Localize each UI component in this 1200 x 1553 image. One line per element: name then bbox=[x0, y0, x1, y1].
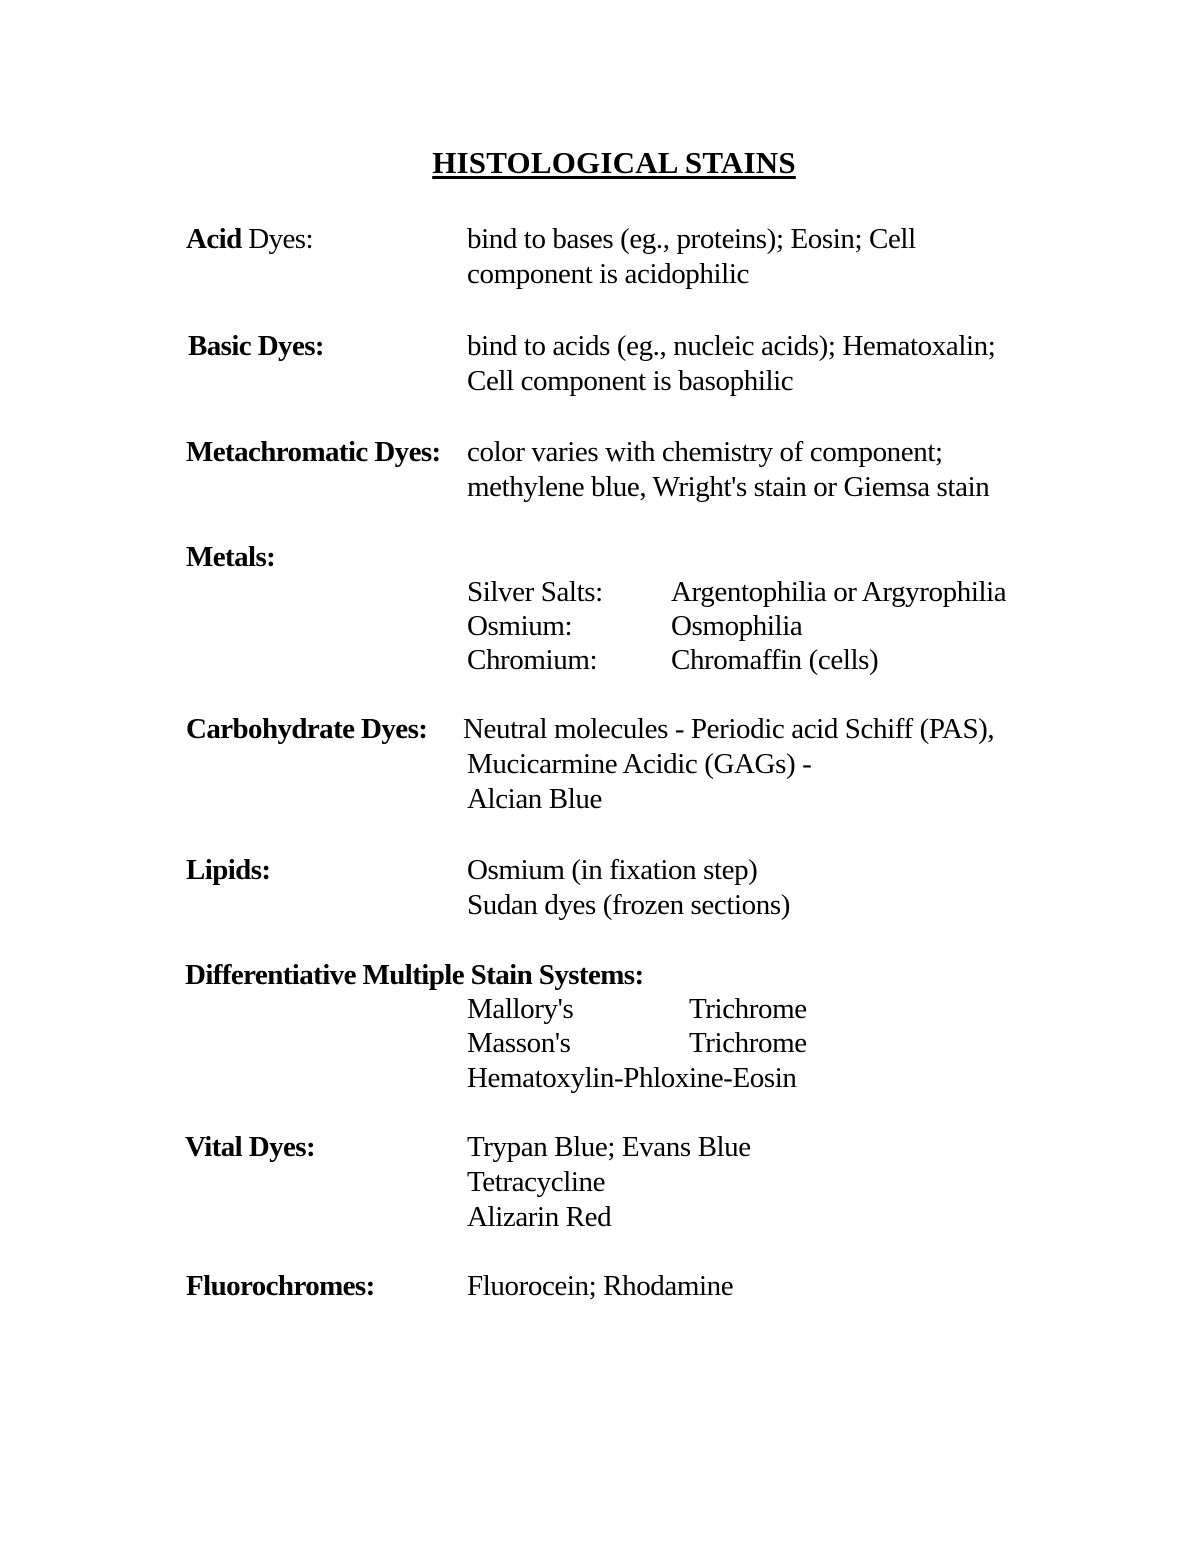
vital-dyes-line: Trypan Blue; Evans Blue bbox=[467, 1131, 751, 1163]
basic-dyes-line: Cell component is basophilic bbox=[467, 365, 794, 397]
metachromatic-dyes-line: methylene blue, Wright's stain or Giemsa stain bbox=[467, 471, 990, 503]
vital-dyes-description bbox=[467, 1130, 751, 1235]
differentiative-row-value: Trichrome bbox=[689, 993, 807, 1025]
metals-row-value: Osmophilia bbox=[671, 610, 803, 642]
basic-dyes-description bbox=[467, 329, 995, 399]
acid-dyes-label-rest: Dyes: bbox=[241, 223, 313, 255]
carbohydrate-dyes-description bbox=[463, 712, 994, 747]
metachromatic-dyes-description bbox=[467, 435, 989, 505]
vital-dyes-line: Alizarin Red bbox=[467, 1201, 612, 1233]
carbohydrate-dyes-line: Neutral molecules - Periodic acid Schiff (PAS), bbox=[463, 713, 995, 745]
metals-row-name: Chromium: bbox=[467, 644, 598, 676]
acid-dyes-description bbox=[467, 222, 916, 292]
acid-dyes-line: bind to bases (eg., proteins); Eosin; Cell bbox=[467, 223, 916, 255]
acid-dyes-line: component is acidophilic bbox=[467, 258, 749, 290]
fluorochromes-line: Fluorocein; Rhodamine bbox=[467, 1270, 734, 1302]
metals-row-value: Chromaffin (cells) bbox=[671, 644, 879, 676]
metals-row-value: Argentophilia or Argyrophilia bbox=[671, 576, 1007, 608]
carbohydrate-dyes-line: Mucicarmine Acidic (GAGs) - bbox=[467, 748, 812, 780]
basic-dyes-label: Basic Dyes: bbox=[188, 330, 324, 362]
acid-dyes-label-bold: Acid bbox=[186, 223, 242, 255]
carbohydrate-dyes-line: Alcian Blue bbox=[467, 783, 602, 815]
lipids-label: Lipids: bbox=[186, 854, 271, 886]
carbohydrate-dyes-label: Carbohydrate Dyes: bbox=[186, 713, 428, 745]
metachromatic-dyes-label: Metachromatic Dyes: bbox=[186, 436, 441, 468]
carbohydrate-dyes-description-cont bbox=[467, 747, 811, 817]
differentiative-row-name: Mallory's bbox=[467, 993, 574, 1025]
metals-row-name: Silver Salts: bbox=[467, 576, 603, 608]
fluorochromes-label: Fluorochromes: bbox=[186, 1270, 375, 1302]
metals-label: Metals: bbox=[186, 541, 276, 573]
basic-dyes-line: bind to acids (eg., nucleic acids); Hematoxalin; bbox=[467, 330, 996, 362]
metals-row-name: Osmium: bbox=[467, 610, 573, 642]
differentiative-extra: Hematoxylin-Phloxine-Eosin bbox=[467, 1062, 797, 1094]
differentiative-label: Differentiative Multiple Stain Systems: bbox=[185, 959, 644, 991]
fluorochromes-description bbox=[467, 1269, 733, 1304]
acid-dyes-label bbox=[186, 222, 313, 257]
differentiative-row-name: Masson's bbox=[467, 1027, 571, 1059]
lipids-line: Osmium (in fixation step) bbox=[467, 854, 758, 886]
differentiative-row-value: Trichrome bbox=[689, 1027, 807, 1059]
metachromatic-dyes-line: color varies with chemistry of component; bbox=[467, 436, 943, 468]
lipids-description bbox=[467, 853, 790, 923]
vital-dyes-line: Tetracycline bbox=[467, 1166, 606, 1198]
vital-dyes-label: Vital Dyes: bbox=[185, 1131, 316, 1163]
page-title: HISTOLOGICAL STAINS bbox=[432, 145, 796, 180]
lipids-line: Sudan dyes (frozen sections) bbox=[467, 889, 791, 921]
